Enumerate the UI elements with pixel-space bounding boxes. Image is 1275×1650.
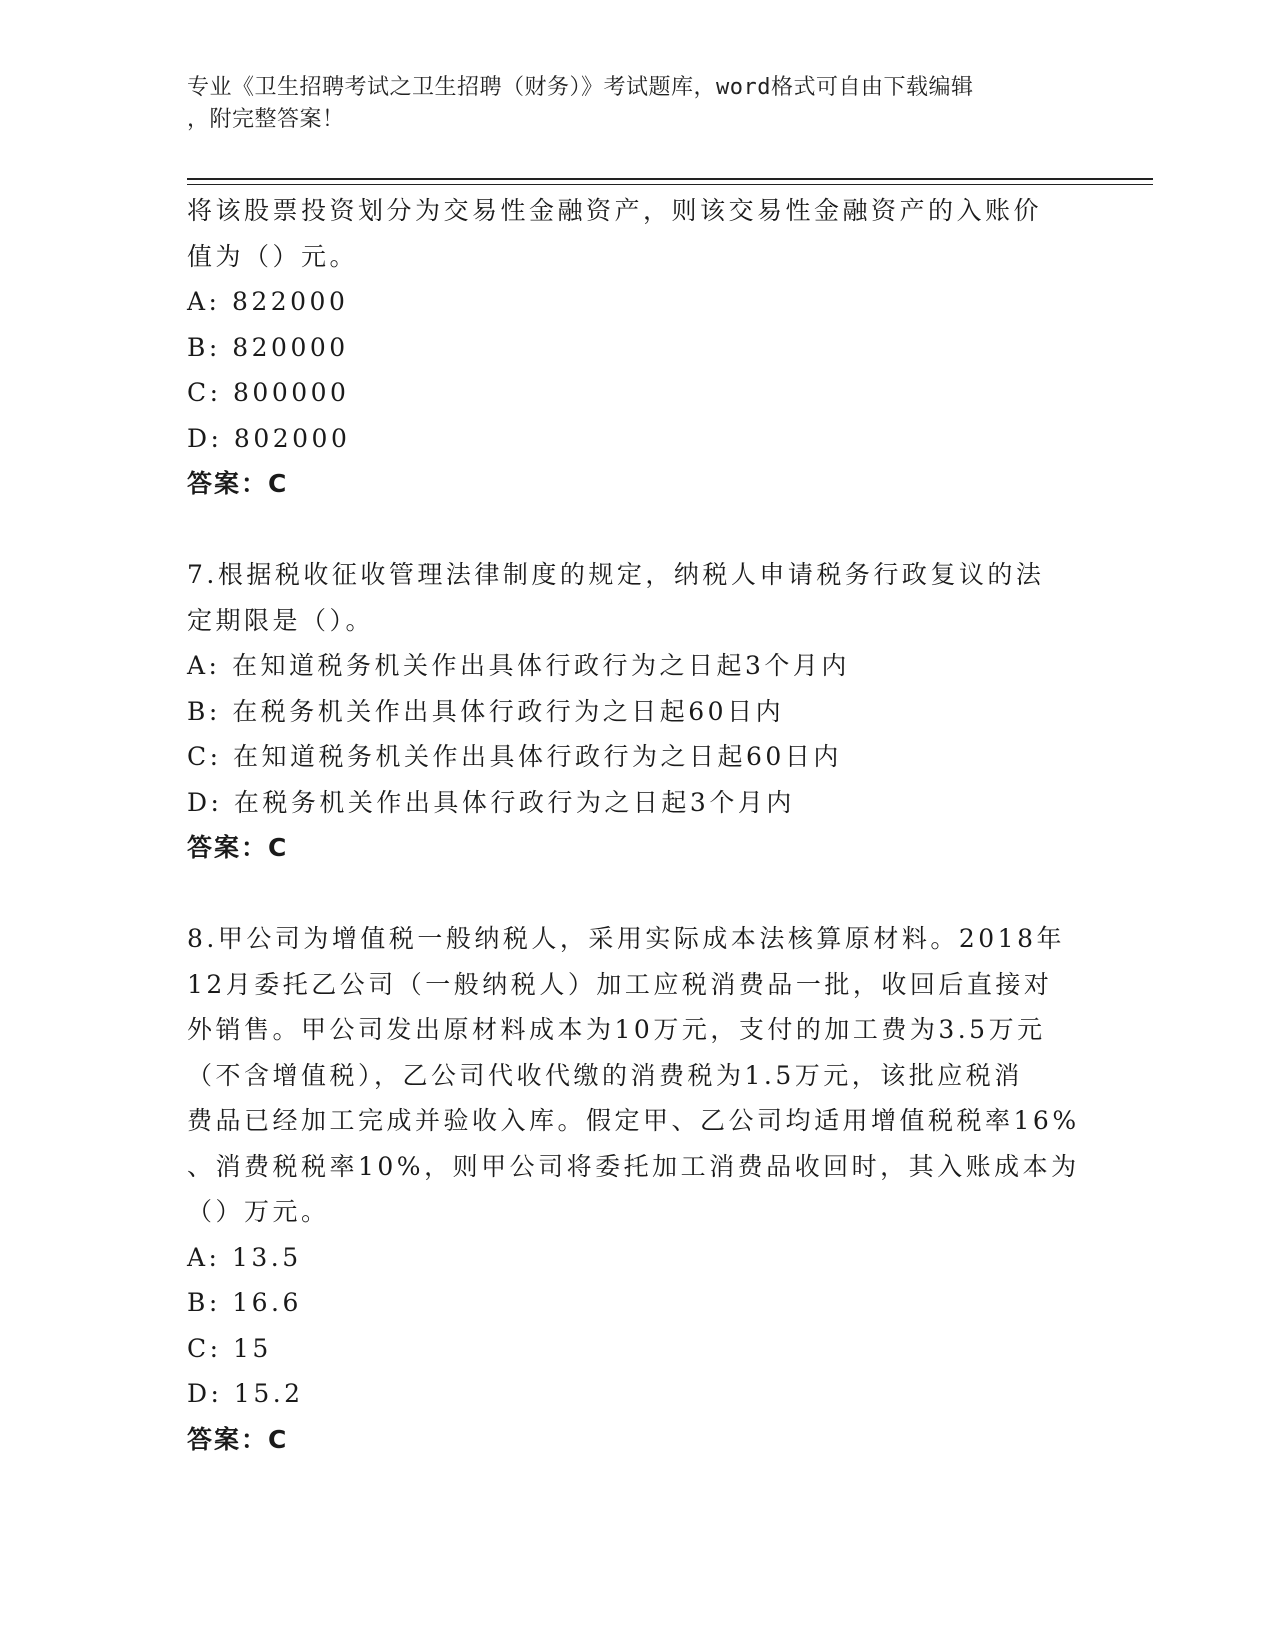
option-b: B: 16.6 [187, 1288, 302, 1317]
question-7 [187, 552, 1087, 871]
header-divider-thick [187, 178, 1153, 180]
question-stem-line: 8.甲公司为增值税一般纳税人，采用实际成本法核算原材料。2018年 [187, 924, 1065, 953]
question-stem-line: 7.根据税收征收管理法律制度的规定，纳税人申请税务行政复议的法 [187, 560, 1045, 589]
answer-line: 答案：C [187, 1424, 289, 1454]
option-c: C: 15 [187, 1333, 272, 1363]
header-line-2: ，附完整答案！ [187, 107, 345, 132]
question-stem-line: 12月委托乙公司（一般纳税人）加工应税消费品一批，收回后直接对 [187, 969, 1053, 999]
option-d: D: 802000 [187, 423, 351, 453]
option-a: A: 13.5 [187, 1242, 302, 1272]
question-gap [187, 507, 1087, 553]
question-stem-line: 、消费税税率10%，则甲公司将委托加工消费品收回时，其入账成本为 [187, 1151, 1080, 1181]
answer-line: 答案：C [187, 469, 289, 498]
question-gap [187, 871, 1087, 917]
header-divider-thin [187, 184, 1153, 185]
question-stem-line: 定期限是（）。 [187, 605, 375, 635]
option-b: B: 820000 [187, 332, 349, 362]
document-header [187, 72, 1067, 136]
header-line-1: 专业《卫生招聘考试之卫生招聘（财务）》考试题库，word格式可自由下载编辑 [187, 75, 974, 100]
question-stem-line: 将该股票投资划分为交易性金融资产，则该交易性金融资产的入账价 [187, 196, 1043, 225]
option-a: A: 822000 [187, 287, 349, 316]
question-stem-line: （不含增值税），乙公司代收代缴的消费税为1.5万元，该批应税消 [187, 1060, 1023, 1090]
question-stem-line: 外销售。甲公司发出原材料成本为10万元，支付的加工费为3.5万元 [187, 1015, 1046, 1044]
option-b: B: 在税务机关作出具体行政行为之日起60日内 [187, 696, 785, 726]
question-8 [187, 916, 1087, 1462]
option-d: D: 在税务机关作出具体行政行为之日起3个月内 [187, 787, 795, 817]
question-stem-line: 值为（）元。 [187, 241, 359, 271]
question-content [187, 188, 1087, 1462]
option-c: C: 800000 [187, 378, 350, 407]
option-a: A: 在知道税务机关作出具体行政行为之日起3个月内 [187, 651, 850, 680]
question-stem-line: 费品已经加工完成并验收入库。假定甲、乙公司均适用增值税税率16% [187, 1106, 1080, 1135]
option-d: D: 15.2 [187, 1379, 304, 1408]
option-c: C: 在知道税务机关作出具体行政行为之日起60日内 [187, 742, 842, 771]
question-6 [187, 188, 1087, 507]
question-stem-line: （）万元。 [187, 1197, 330, 1226]
answer-line: 答案：C [187, 833, 289, 862]
